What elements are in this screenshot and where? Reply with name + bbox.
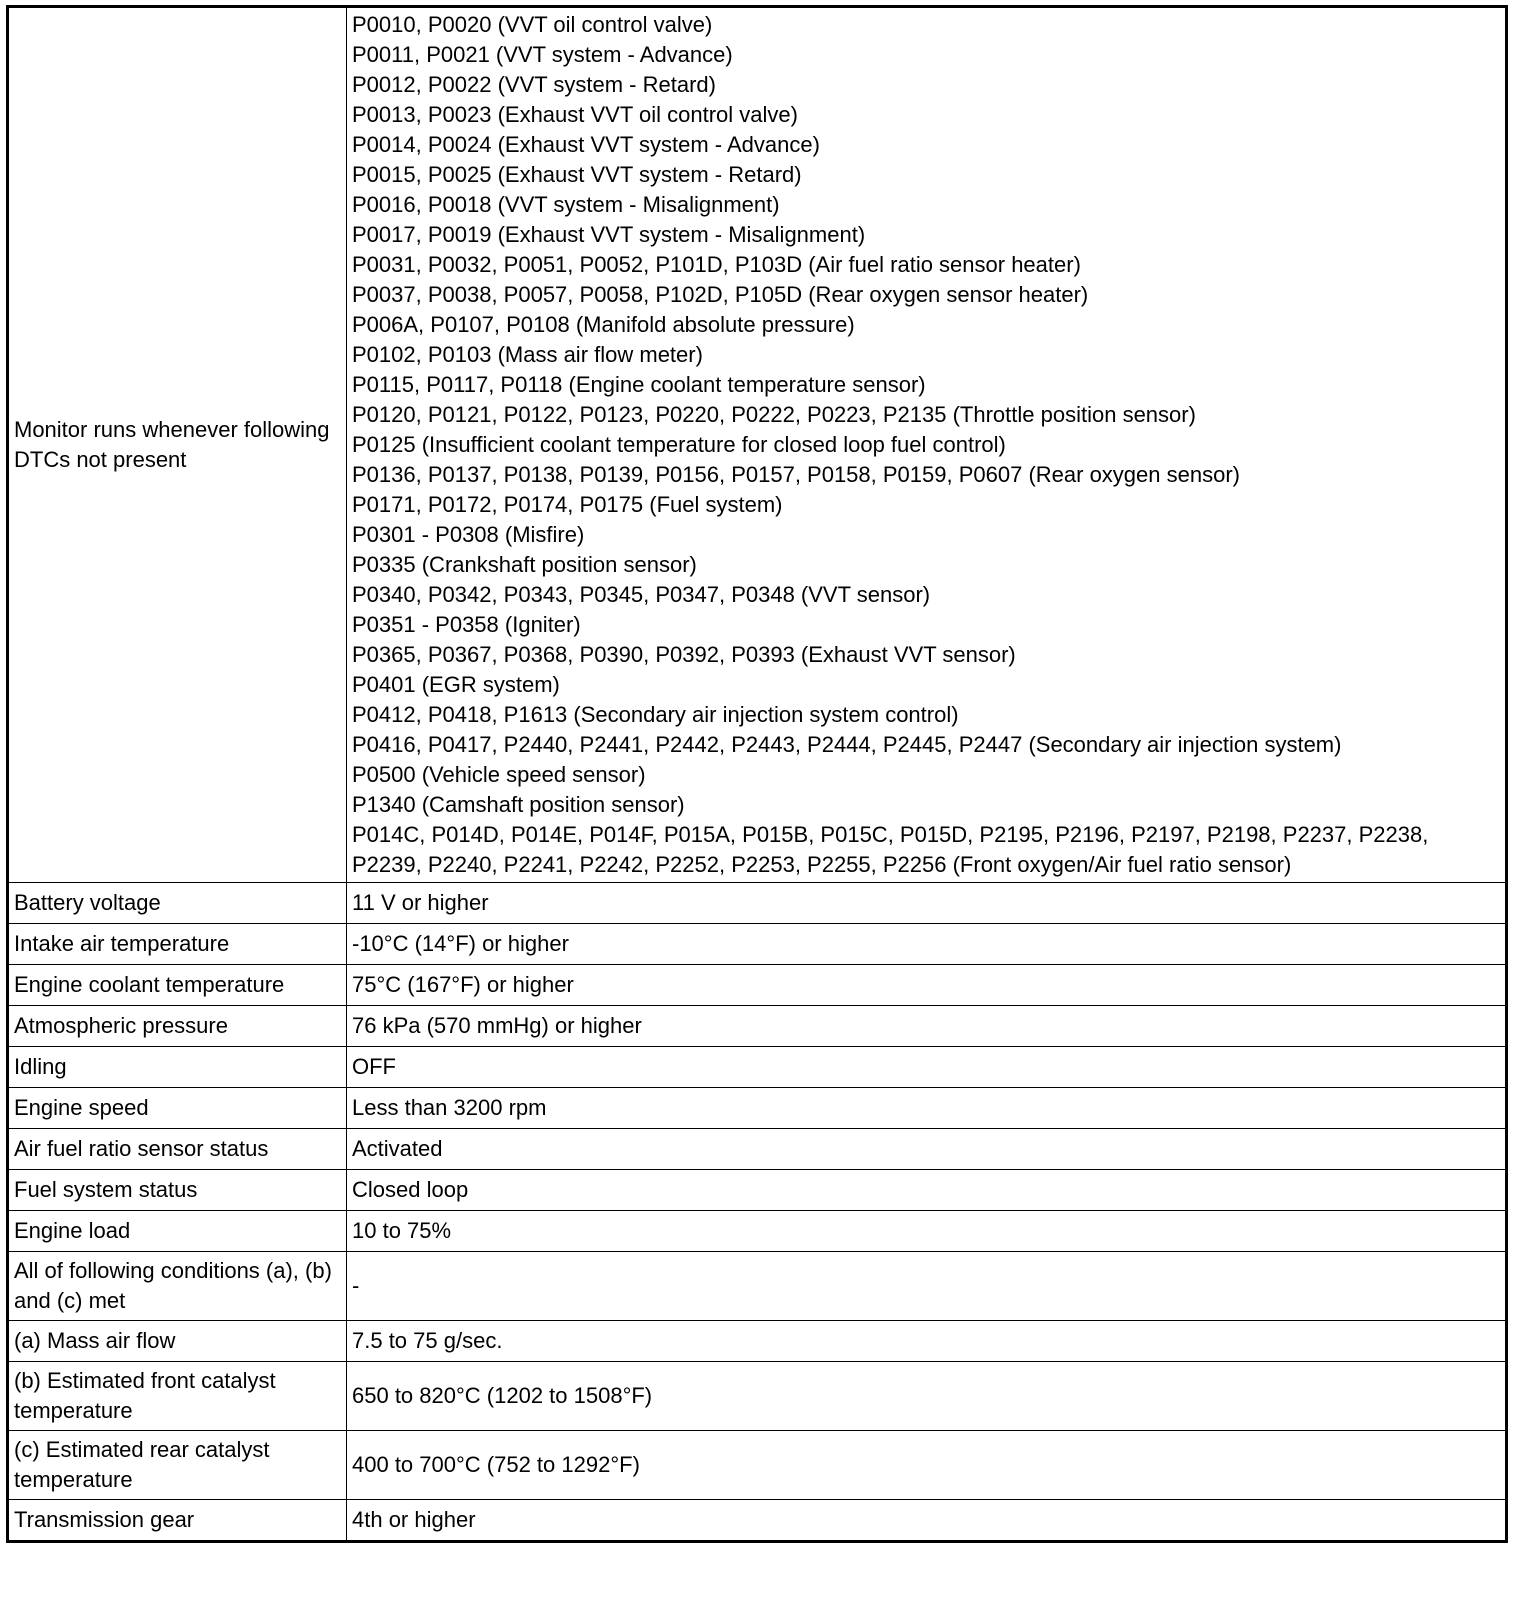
dtc-condition-label: Monitor runs whenever following DTCs not present (8, 7, 347, 883)
dtc-item: P0120, P0121, P0122, P0123, P0220, P0222, P0223, P2135 (Throttle position sensor) (352, 402, 1196, 427)
dtc-item: P0015, P0025 (Exhaust VVT system - Retard) (352, 162, 802, 187)
condition-value: 10 to 75% (347, 1211, 1507, 1252)
dtc-item: P0416, P0417, P2440, P2441, P2442, P2443, P2444, P2445, P2447 (Secondary air injection system) (352, 732, 1342, 757)
dtc-item: P0401 (EGR system) (352, 672, 560, 697)
dtc-item: P0013, P0023 (Exhaust VVT oil control valve) (352, 102, 798, 127)
table-row (8, 1088, 1507, 1129)
condition-value: Less than 3200 rpm (347, 1088, 1507, 1129)
dtc-item: P0010, P0020 (VVT oil control valve) (352, 12, 713, 37)
table-row (8, 1362, 1507, 1431)
condition-label: (c) Estimated rear catalyst temperature (8, 1431, 347, 1500)
dtc-item: P0102, P0103 (Mass air flow meter) (352, 342, 703, 367)
condition-value: Closed loop (347, 1170, 1507, 1211)
dtc-item: P0031, P0032, P0051, P0052, P101D, P103D (Air fuel ratio sensor heater) (352, 252, 1081, 277)
dtc-item: P0301 - P0308 (Misfire) (352, 522, 585, 547)
dtc-item: P0351 - P0358 (Igniter) (352, 612, 581, 637)
dtc-item: P0136, P0137, P0138, P0139, P0156, P0157, P0158, P0159, P0607 (Rear oxygen sensor) (352, 462, 1240, 487)
condition-value: OFF (347, 1047, 1507, 1088)
table-row (8, 1431, 1507, 1500)
table-row (8, 1129, 1507, 1170)
table-row (8, 1170, 1507, 1211)
condition-label: (a) Mass air flow (8, 1321, 347, 1362)
dtc-item: P0125 (Insufficient coolant temperature for closed loop fuel control) (352, 432, 1006, 457)
dtc-item: P0115, P0117, P0118 (Engine coolant temperature sensor) (352, 372, 926, 397)
dtc-item: P006A, P0107, P0108 (Manifold absolute pressure) (352, 312, 855, 337)
dtc-item: P0012, P0022 (VVT system - Retard) (352, 72, 716, 97)
table-body (8, 7, 1507, 1542)
dtc-item: P0335 (Crankshaft position sensor) (352, 552, 697, 577)
monitor-conditions-table (6, 5, 1508, 1543)
condition-label: Atmospheric pressure (8, 1006, 347, 1047)
condition-value: -10°C (14°F) or higher (347, 924, 1507, 965)
condition-value: 7.5 to 75 g/sec. (347, 1321, 1507, 1362)
condition-label: (b) Estimated front catalyst temperature (8, 1362, 347, 1431)
condition-label: Fuel system status (8, 1170, 347, 1211)
table-row (8, 1211, 1507, 1252)
table-row (8, 1500, 1507, 1542)
dtc-item: P1340 (Camshaft position sensor) (352, 792, 685, 817)
dtc-item: P014C, P014D, P014E, P014F, P015A, P015B, P015C, P015D, P2195, P2196, P2197, P2198, P2237, P2238, P2239, P2240, P2241, P2242, P2252, P2253, P2255, P2256 (Front oxygen/Air fuel ratio sensor) (352, 822, 1429, 877)
condition-value: 650 to 820°C (1202 to 1508°F) (347, 1362, 1507, 1431)
dtc-list-cell (347, 7, 1507, 883)
dtc-item: P0037, P0038, P0057, P0058, P102D, P105D (Rear oxygen sensor heater) (352, 282, 1089, 307)
condition-value: - (347, 1252, 1507, 1321)
table-row (8, 1252, 1507, 1321)
dtc-item: P0014, P0024 (Exhaust VVT system - Advance) (352, 132, 820, 157)
condition-value: 11 V or higher (347, 883, 1507, 924)
dtc-item: P0017, P0019 (Exhaust VVT system - Misalignment) (352, 222, 866, 247)
condition-label: Engine load (8, 1211, 347, 1252)
table-row (8, 965, 1507, 1006)
condition-label: Battery voltage (8, 883, 347, 924)
dtc-item: P0171, P0172, P0174, P0175 (Fuel system) (352, 492, 783, 517)
condition-value: Activated (347, 1129, 1507, 1170)
dtc-item: P0500 (Vehicle speed sensor) (352, 762, 646, 787)
table-row (8, 1006, 1507, 1047)
condition-label: Engine coolant temperature (8, 965, 347, 1006)
dtc-item: P0340, P0342, P0343, P0345, P0347, P0348 (VVT sensor) (352, 582, 931, 607)
table-row (8, 883, 1507, 924)
condition-label: Transmission gear (8, 1500, 347, 1542)
dtc-item: P0412, P0418, P1613 (Secondary air injection system control) (352, 702, 959, 727)
condition-label: Idling (8, 1047, 347, 1088)
condition-value: 75°C (167°F) or higher (347, 965, 1507, 1006)
table-row (8, 1321, 1507, 1362)
condition-value: 4th or higher (347, 1500, 1507, 1542)
condition-value: 400 to 700°C (752 to 1292°F) (347, 1431, 1507, 1500)
condition-label: Engine speed (8, 1088, 347, 1129)
table-row (8, 1047, 1507, 1088)
condition-label: Intake air temperature (8, 924, 347, 965)
dtc-condition-row (8, 7, 1507, 883)
dtc-item: P0365, P0367, P0368, P0390, P0392, P0393 (Exhaust VVT sensor) (352, 642, 1016, 667)
table-row (8, 924, 1507, 965)
dtc-item: P0016, P0018 (VVT system - Misalignment) (352, 192, 780, 217)
condition-label: All of following conditions (a), (b) and (c) met (8, 1252, 347, 1321)
condition-label: Air fuel ratio sensor status (8, 1129, 347, 1170)
dtc-item: P0011, P0021 (VVT system - Advance) (352, 42, 733, 67)
condition-value: 76 kPa (570 mmHg) or higher (347, 1006, 1507, 1047)
